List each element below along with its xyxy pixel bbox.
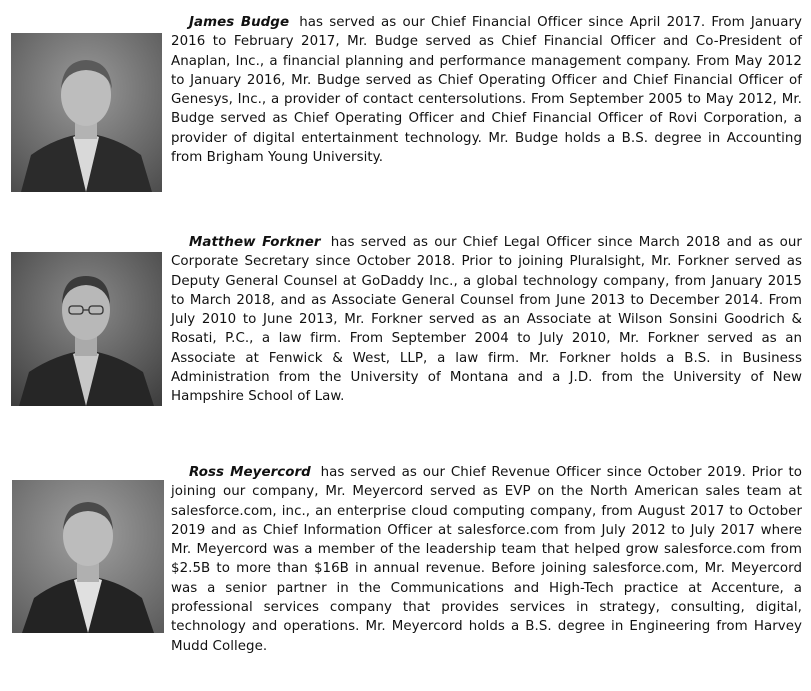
bio-paragraph xyxy=(171,233,802,407)
bio-paragraph xyxy=(171,13,802,167)
bio-body: has served as our Chief Legal Officer since March 2018 and as our Corporate Secretary since October 2018. Prior to joining Pluralsight, Mr. Forkner served as Deputy General Counsel at GoDaddy Inc., a global technology company, from January 2015 to March 2018, and as Associate General Counsel from June 2013 to December 2014. From July 2010 to June 2013, Mr. Forkner served as an Associate at Wilson Sonsini Goodrich & Rosati, P.C., a law firm. From September 2004 to July 2010, Mr. Forkner served as an Associate at Fenwick & West, LLP, a law firm. Mr. Forkner holds a B.S. in Business Administration from the University of Montana and a J.D. from the University of New Hampshire School of Law. xyxy=(171,235,802,405)
bio-body: has served as our Chief Financial Officer since April 2017. From January 2016 to February 2017, Mr. Budge served as Chief Financial Officer and Co-President of Anaplan, Inc., a financial planning and performance management company. From May 2012 to January 2016, Mr. Budge served as Chief Operating Officer and Chief Financial Officer of Genesys, Inc., a provider of contact centersolutions. From September 2005 to May 2012, Mr. Budge served as Chief Operating Officer and Chief Financial Officer of Rovi Corporation, a provider of digital entertainment technology. Mr. Budge holds a B.S. degree in Accounting from Brigham Young University. xyxy=(171,15,802,166)
headshot-photo xyxy=(11,33,162,192)
headshot-photo xyxy=(12,480,164,633)
bio-body: has served as our Chief Revenue Officer since October 2019. Prior to joining our company, Mr. Meyercord served as EVP on the North American sales team at salesforce.com, inc., an enterprise cloud computing company, from August 2017 to October 2019 and as Chief Information Officer at salesforce.com from July 2012 to July 2017 where Mr. Meyercord was a member of the leadership team that helped grow salesforce.com from $2.5B to more than $16B in annual revenue. Before joining salesforce.com, Mr. Meyercord was a senior partner in the Communications and High-Tech practice at Accenture, a professional services company that provides services in strategy, consulting, digital, technology and operations. Mr. Meyercord holds a B.S. degree in Engineering from Harvey Mudd College. xyxy=(171,465,802,654)
executive-name: Matthew Forkner xyxy=(189,235,321,250)
executive-name: Ross Meyercord xyxy=(189,465,311,480)
executive-bio xyxy=(0,455,811,691)
executive-bio xyxy=(0,0,811,200)
executive-name: James Budge xyxy=(189,15,290,30)
bio-paragraph xyxy=(171,463,802,656)
executive-bio xyxy=(0,228,811,428)
headshot-photo xyxy=(11,252,162,406)
